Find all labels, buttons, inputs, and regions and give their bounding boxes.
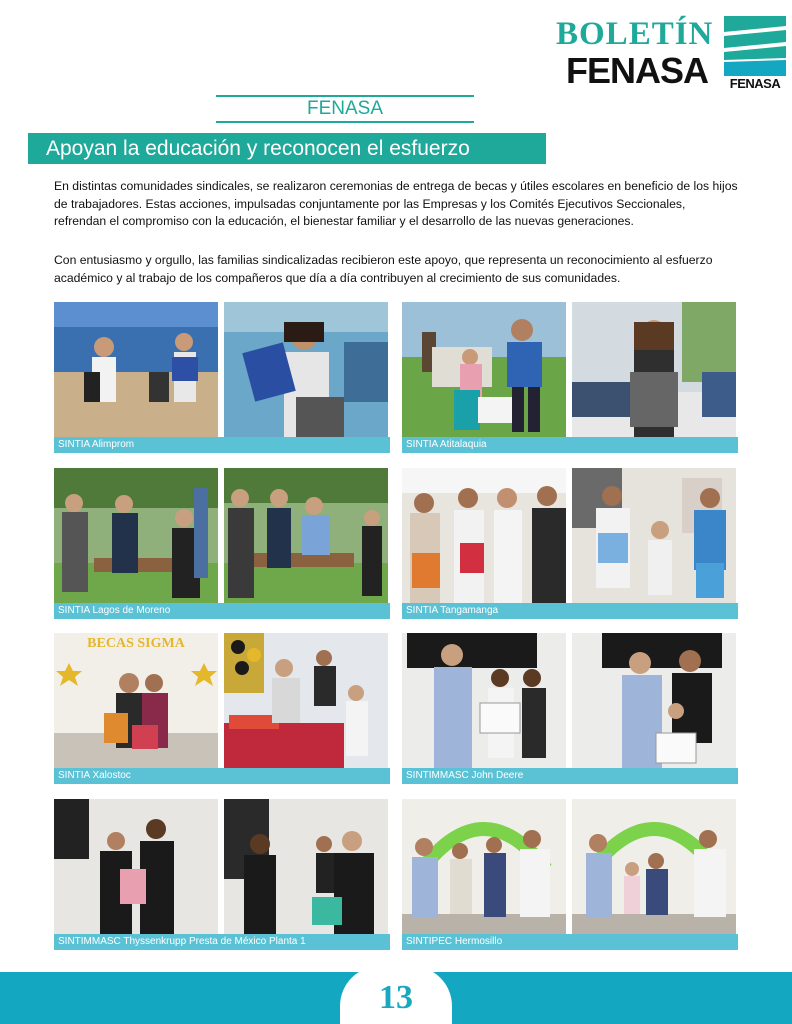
photo-group-alimprom [54,302,390,453]
photo-caption: SINTIA Tangamanga [402,603,738,619]
photo [572,302,736,437]
photo [224,468,388,603]
photo [224,633,388,768]
photo [224,799,388,934]
photo-caption: SINTIA Alimprom [54,437,390,453]
photo [224,302,388,437]
photo [54,302,218,437]
photo-group-atitalaquia [402,302,738,453]
photo-group-thyssenkrupp [54,799,390,950]
section-label: FENASA [216,95,474,123]
logo-line1: BOLETÍN [556,16,714,52]
photo-caption: SINTIA Atitalaquia [402,437,738,453]
photo [402,633,566,768]
becas-sigma-banner: BECAS SIGMA [87,636,185,651]
photo [402,799,566,934]
photo [572,468,736,603]
photo [402,302,566,437]
photo-group-tangamanga [402,468,738,619]
photo [402,468,566,603]
photo-caption: SINTIMMASC John Deere [402,768,738,784]
photo [54,468,218,603]
body-paragraph: Con entusiasmo y orgullo, las familias sindicalizadas recibieron este apoyo, que representa un reconocimiento al esfuerzo académico y al trabajo de los compañeros que día a día contribuyen al crecimiento de sus comunidades. [54,253,713,285]
photo-caption: SINTIMMASC Thyssenkrupp Presta de México Planta 1 [54,934,390,950]
fenasa-flag-icon [724,16,786,76]
boletin-fenasa-logo [556,14,786,94]
photo-group-john-deere [402,633,738,784]
photo-caption: SINTIA Xalostoc [54,768,390,784]
page-number-tab [340,966,452,1024]
photo-group-hermosillo [402,799,738,950]
body-paragraph: En distintas comunidades sindicales, se realizaron ceremonias de entrega de becas y útiles escolares en beneficio de los hijos de trabajadores. Estas acciones, impulsadas conjuntamente por las Empresas y los Comités Ejecutivos Seccionales, refrendan el compromiso con la educación, el bienestar familiar y el desarrollo de las nuevas generaciones. [54,179,738,228]
photo-group-xalostoc [54,633,390,784]
photo-caption: SINTIA Lagos de Moreno [54,603,390,619]
article-title: Apoyan la educación y reconocen el esfuerzo [28,133,546,164]
page-number: 13 [379,979,413,1016]
photo [572,633,736,768]
photo [572,799,736,934]
logo-line2: FENASA [566,50,709,91]
photo [54,799,218,934]
photo-group-lagos-de-moreno [54,468,390,619]
photo [54,633,218,768]
photo-caption: SINTIPEC Hermosillo [402,934,738,950]
logo-mark-text: FENASA [729,76,781,91]
